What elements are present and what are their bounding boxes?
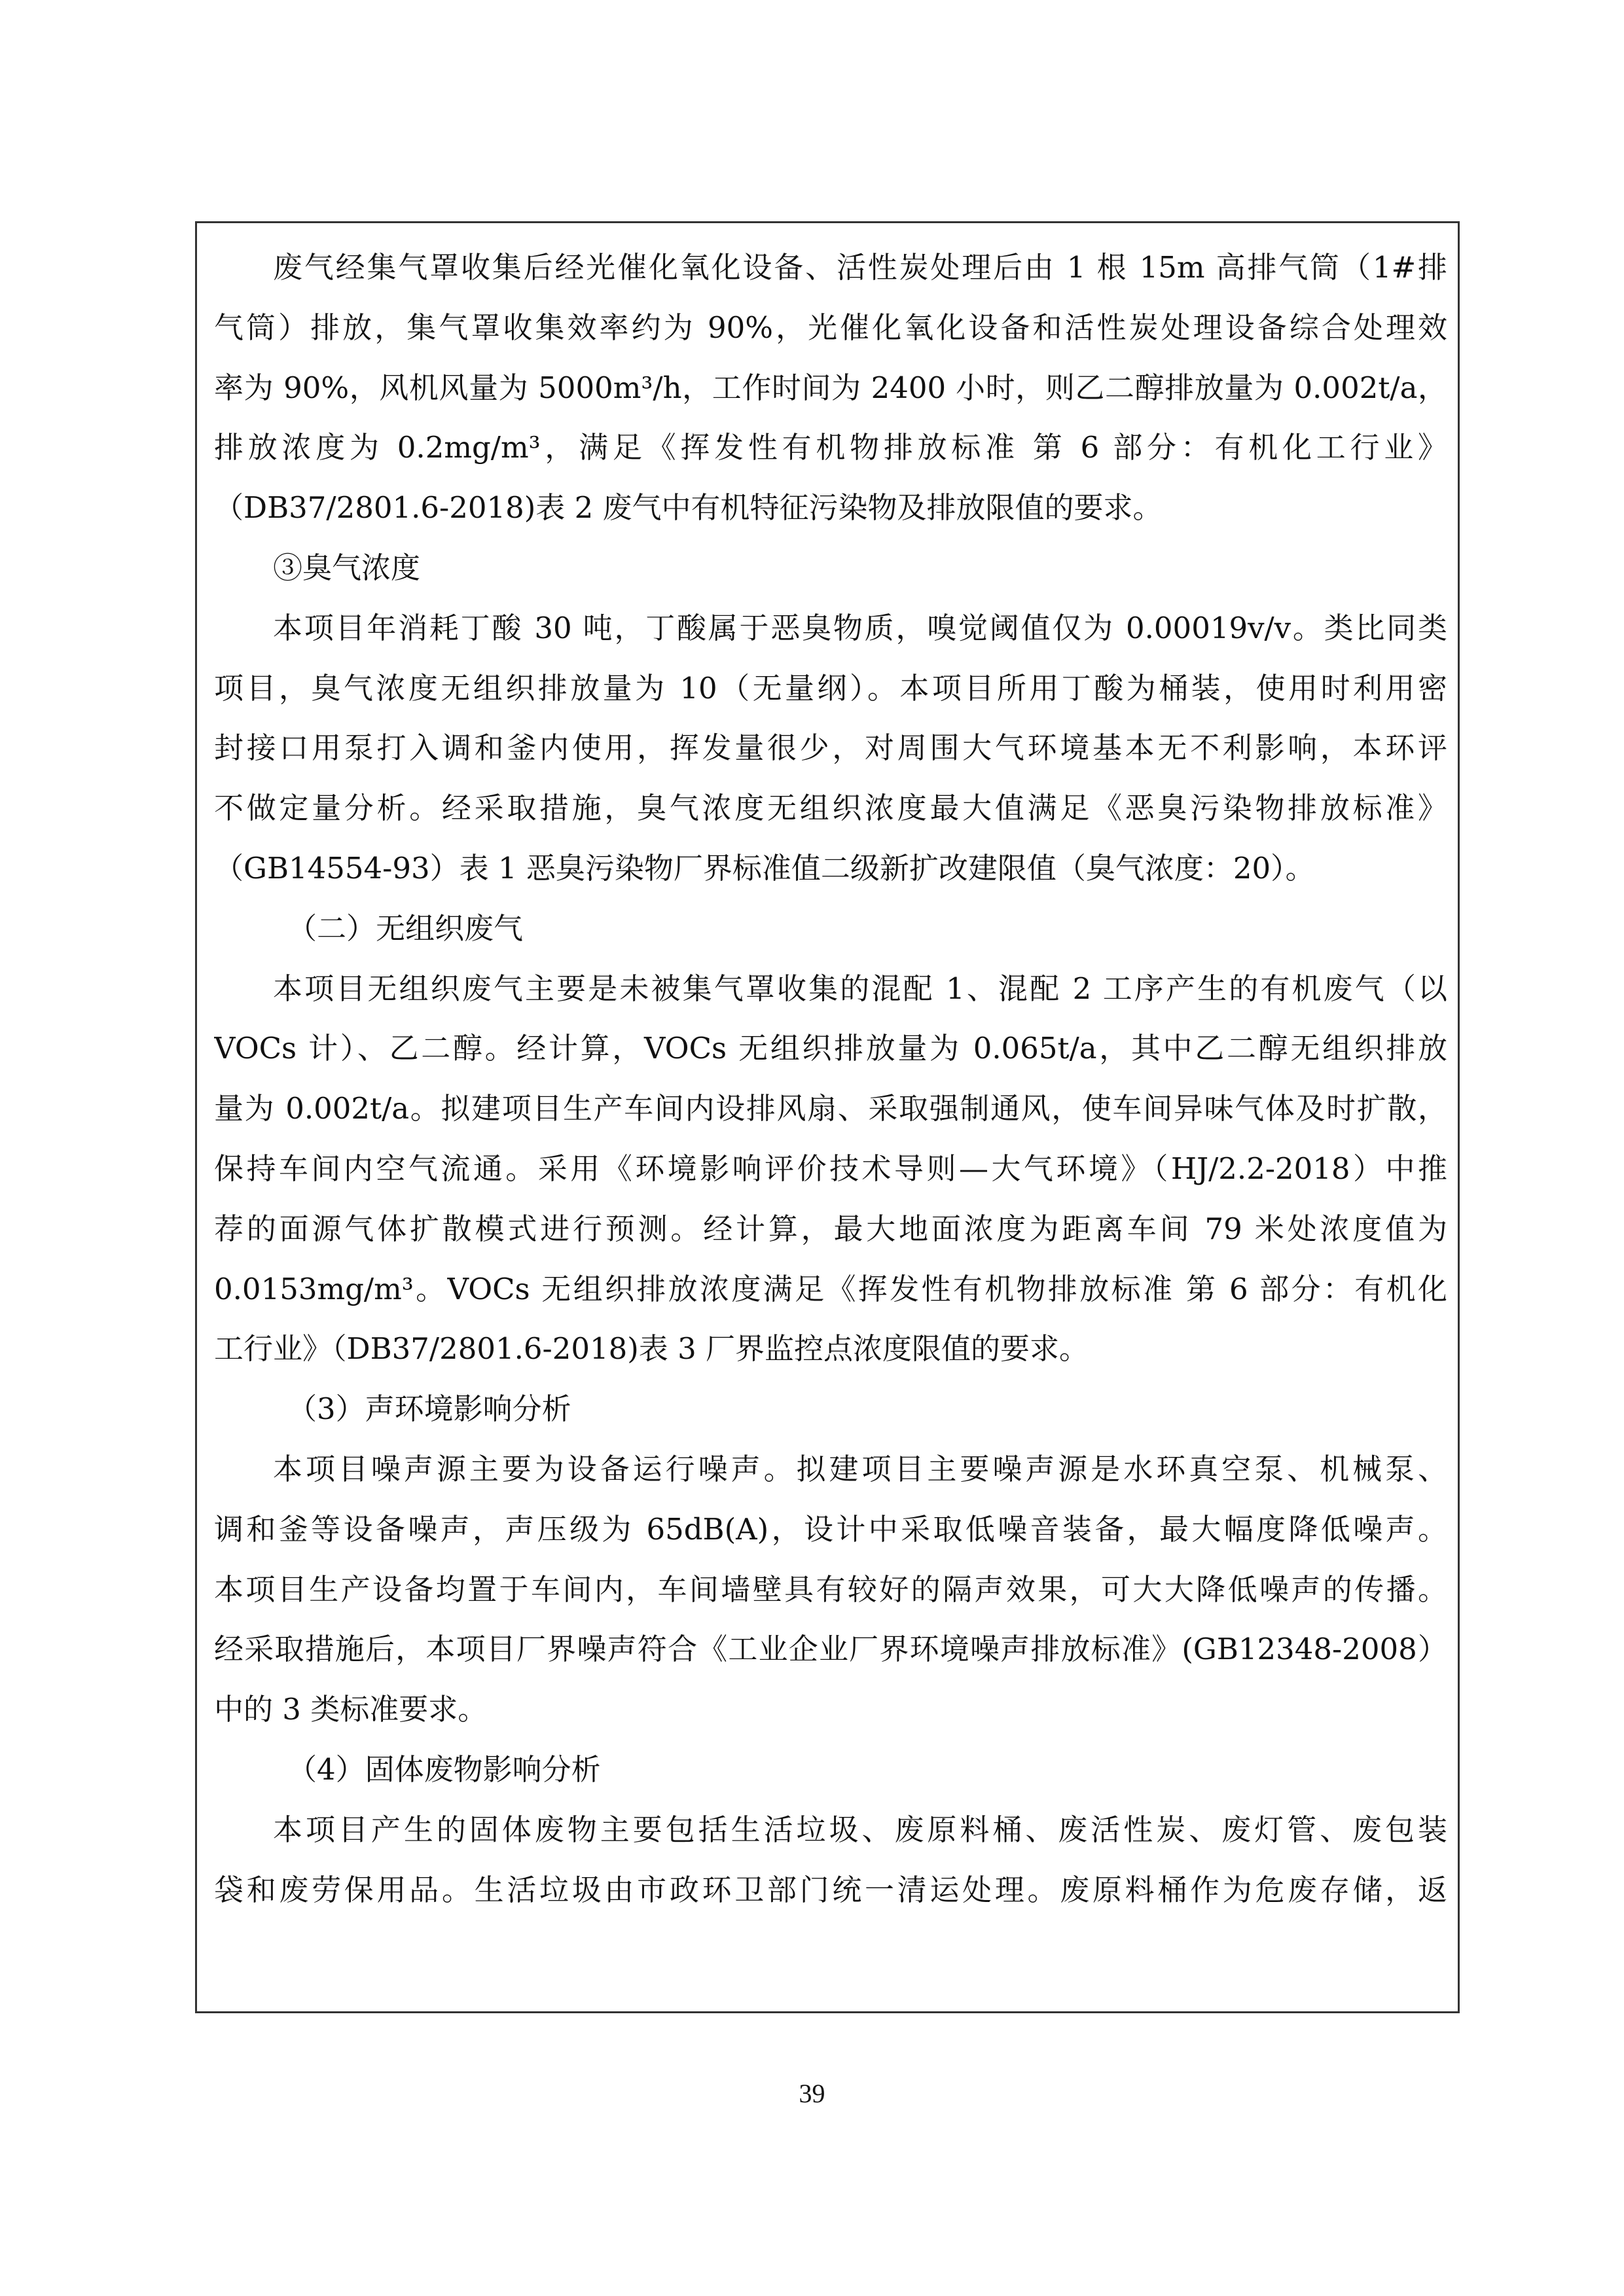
text-line: 0.0153mg/m³。VOCs 无组织排放浓度满足《挥发性有机物排放标准 第 6 部分：有机化 bbox=[214, 1271, 1447, 1306]
text-line: VOCs 计）、乙二醇。经计算，VOCs 无组织排放量为 0.065t/a，其中乙二醇无组织排放 bbox=[214, 1031, 1447, 1066]
text-line: 调和釜等设备噪声，声压级为 65dB(A)，设计中采取低噪音装备，最大幅度降低噪声。 bbox=[214, 1511, 1447, 1547]
subheading-noise: （3）声环境影响分析 bbox=[287, 1391, 571, 1427]
text-line: 气筒）排放，集气罩收集效率约为 90%，光催化氧化设备和活性炭处理设备综合处理效 bbox=[214, 310, 1447, 345]
text-line: 量为 0.002t/a。拟建项目生产车间内设排风扇、采取强制通风，使车间异味气体及时扩散， bbox=[214, 1091, 1447, 1126]
text-line: （DB37/2801.6-2018)表 2 废气中有机特征污染物及排放限值的要求。 bbox=[214, 490, 1163, 526]
text-line: 本项目年消耗丁酸 30 吨，丁酸属于恶臭物质，嗅觉阈值仅为 0.00019v/v。类比同类 bbox=[273, 610, 1447, 645]
body-text bbox=[214, 238, 1447, 1920]
text-line: 中的 3 类标准要求。 bbox=[214, 1692, 488, 1727]
text-line: 工行业》（DB37/2801.6-2018)表 3 厂界监控点浓度限值的要求。 bbox=[214, 1331, 1089, 1367]
page-number: 39 bbox=[799, 2079, 825, 2108]
subheading-odor: ③臭气浓度 bbox=[273, 550, 421, 585]
text-line: 项目，臭气浓度无组织排放量为 10（无量纲）。本项目所用丁酸为桶装，使用时利用密 bbox=[214, 670, 1447, 706]
text-line: 封接口用泵打入调和釜内使用，挥发量很少，对周围大气环境基本无不利影响，本环评 bbox=[214, 730, 1447, 766]
text-line: 本项目无组织废气主要是未被集气罩收集的混配 1、混配 2 工序产生的有机废气（以 bbox=[273, 971, 1447, 1006]
text-line: 排放浓度为 0.2mg/m³，满足《挥发性有机物排放标准 第 6 部分：有机化工行业》 bbox=[214, 430, 1447, 465]
text-line: 本项目产生的固体废物主要包括生活垃圾、废原料桶、废活性炭、废灯管、废包装 bbox=[273, 1812, 1447, 1847]
text-line: 率为 90%，风机风量为 5000m³/h，工作时间为 2400 小时，则乙二醇排放量为 0.002t/a， bbox=[214, 370, 1447, 405]
subheading-fugitive-gas: （二）无组织废气 bbox=[287, 910, 524, 946]
text-line: 废气经集气罩收集后经光催化氧化设备、活性炭处理后由 1 根 15m 高排气筒（1#排 bbox=[273, 250, 1447, 285]
text-line: 保持车间内空气流通。采用《环境影响评价技术导则—大气环境》（HJ/2.2-2018）中推 bbox=[214, 1151, 1447, 1186]
text-line: 经采取措施后，本项目厂界噪声符合《工业企业厂界环境噪声排放标准》(GB12348-2008） bbox=[214, 1632, 1447, 1667]
text-line: 本项目噪声源主要为设备运行噪声。拟建项目主要噪声源是水环真空泵、机械泵、 bbox=[273, 1451, 1447, 1486]
content-box bbox=[195, 221, 1460, 2013]
subheading-solid-waste: （4）固体废物影响分析 bbox=[287, 1751, 601, 1787]
text-line: 不做定量分析。经采取措施，臭气浓度无组织浓度最大值满足《恶臭污染物排放标准》 bbox=[214, 791, 1447, 826]
text-line: 袋和废劳保用品。生活垃圾由市政环卫部门统一清运处理。废原料桶作为危废存储，返 bbox=[214, 1872, 1447, 1907]
text-line: 荐的面源气体扩散模式进行预测。经计算，最大地面浓度为距离车间 79 米处浓度值为 bbox=[214, 1211, 1447, 1246]
text-line: 本项目生产设备均置于车间内，车间墙壁具有较好的隔声效果，可大大降低噪声的传播。 bbox=[214, 1571, 1447, 1607]
text-line: （GB14554-93）表 1 恶臭污染物厂界标准值二级新扩改建限值（臭气浓度：20）。 bbox=[214, 850, 1315, 886]
